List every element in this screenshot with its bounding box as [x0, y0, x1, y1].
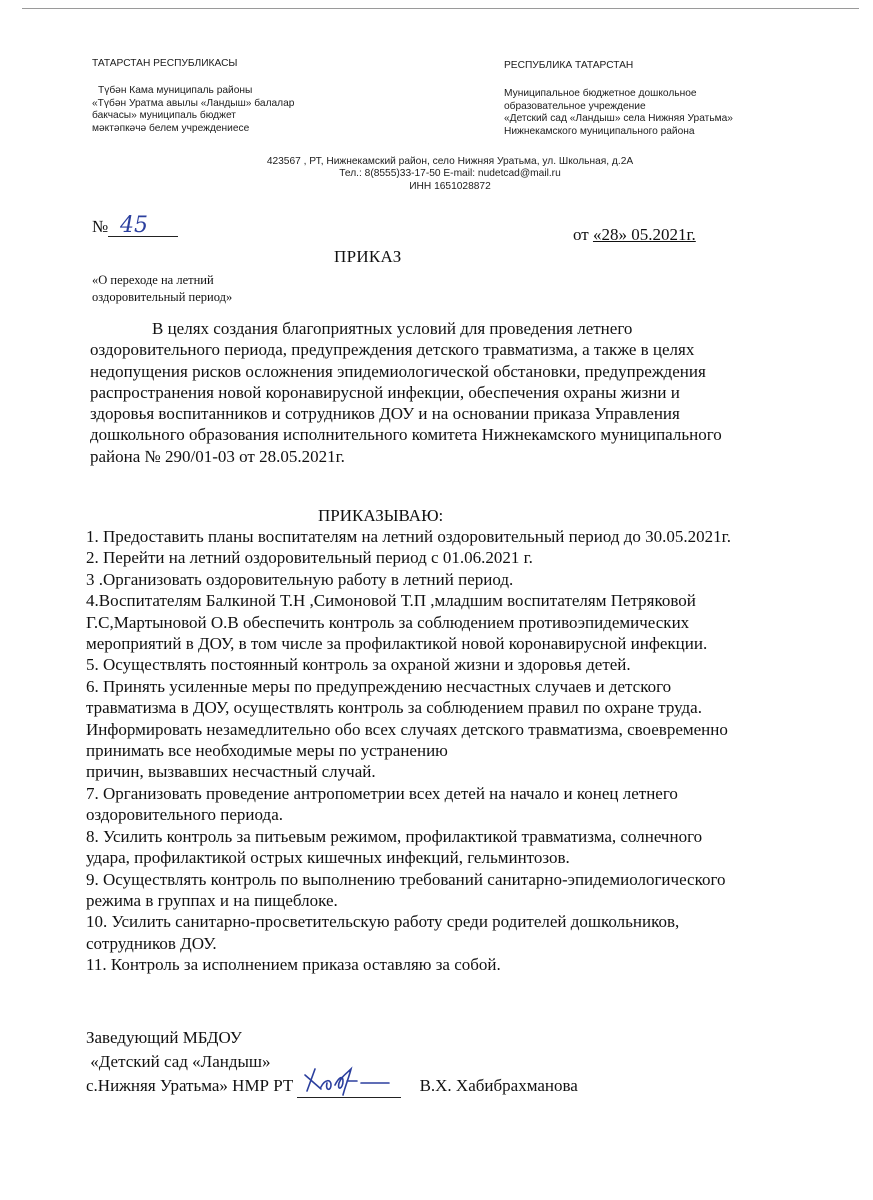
signature-field — [297, 1079, 401, 1098]
list-item: 11. Контроль за исполнением приказа оставляю за собой. — [86, 955, 501, 975]
list-item: режима в группах и на пищеблоке. — [86, 890, 338, 910]
preamble-line: В целях создания благоприятных условий для проведения летнего — [152, 319, 633, 338]
header-left-line: «Түбән Уратма авылы «Ландыш» балалар — [92, 97, 295, 109]
signature-final-row — [86, 1074, 578, 1098]
header-right-block — [504, 60, 733, 138]
date-value: «28» 05.2021г. — [592, 225, 696, 244]
preamble-line: недопущения рисков осложнения эпидемиологической обстановки, предупреждения — [90, 361, 706, 381]
inn-line: ИНН 1651028872 — [409, 180, 491, 192]
signature-line: Заведующий МБДОУ — [86, 1028, 242, 1047]
header-right-line: образовательное учреждение — [504, 100, 646, 112]
list-item: 7. Организовать проведение антропометрии всех детей на начало и конец летнего — [86, 783, 678, 803]
header-right-line: Нижнекамского муниципального района — [504, 125, 695, 137]
date-prefix: от — [573, 225, 589, 244]
header-left-line: Түбән Кама муниципаль районы — [98, 85, 253, 97]
header-left-line: мәктәпкәчә белем учреждениесе — [92, 122, 250, 134]
order-word: ПРИКАЗЫВАЮ: — [318, 506, 444, 525]
list-item: причин, вызвавших несчастный случай. — [86, 762, 376, 782]
list-item: 4.Воспитателям Балкиной Т.Н ,Симоновой Т.П ,младшим воспитателям Петряковой — [86, 591, 696, 611]
list-item: 9. Осуществлять контроль по выполнению требований санитарно-эпидемиологического — [86, 869, 726, 889]
list-item: принимать все необходимые меры по устранению — [86, 741, 448, 761]
header-right-line: Муниципальное бюджетное дошкольное — [504, 88, 697, 100]
number-sign: № — [92, 217, 109, 236]
list-item: оздоровительного периода. — [86, 805, 283, 825]
list-item: 3 .Организовать оздоровительную работу в летний период. — [86, 569, 514, 589]
list-item: 1. Предоставить планы воспитателям на летний оздоровительный период до 30.05.2021г. — [86, 527, 731, 546]
preamble-line: района № 290/01-03 от 28.05.2021г. — [90, 446, 345, 466]
header-right-republic: РЕСПУБЛИКА ТАТАРСТАН — [504, 60, 634, 71]
contacts-line: Тел.: 8(8555)33-17-50 E-mail: nudetcad@mail.ru — [339, 168, 561, 180]
preamble-line: оздоровительного периода, предупреждения детского травматизма, а также в целях — [90, 340, 695, 360]
handwritten-number-icon — [116, 210, 176, 240]
preamble-line: распространения новой коронавирусной инфекции, обеспечения охраны жизни и — [90, 382, 680, 402]
list-item: мероприятий в ДОУ, в том числе за профилактикой новой коронавирусной инфекции. — [86, 634, 708, 654]
subject-line: «О переходе на летний — [92, 273, 214, 287]
address-line: 423567 , РТ, Нижнекамский район, село Нижняя Уратьма, ул. Школьная, д.2А — [266, 156, 634, 167]
list-item: 10. Усилить санитарно-просветительскую работу среди родителей дошкольников, — [86, 912, 680, 932]
order-date — [573, 225, 696, 245]
order-number-row — [92, 213, 178, 238]
list-item: 8. Усилить контроль за питьевым режимом, профилактикой травматизма, солнечного — [86, 826, 703, 846]
signature-line: «Детский сад «Ландыш» — [86, 1052, 271, 1071]
list-item: 5. Осуществлять постоянный контроль за охраной жизни и здоровья детей. — [86, 655, 631, 675]
list-item: 6. Принять усиленные меры по предупреждению несчастных случаев и детского — [86, 676, 672, 696]
order-items-list — [86, 526, 834, 976]
handwritten-number: 45 — [120, 213, 149, 238]
handwritten-signature-icon — [299, 1061, 399, 1097]
list-item: Г.С,Мартыновой О.В обеспечить контроль за соблюдением противоэпидемических — [86, 612, 690, 632]
list-item: 2. Перейти на летний оздоровительный период с 01.06.2021 г. — [86, 548, 533, 568]
director-name: В.Х. Хабибрахманова — [419, 1076, 578, 1095]
header-left-republic: ТАТАРСТАН РЕСПУБЛИКАСЫ — [92, 58, 238, 69]
document-title: ПРИКАЗ — [334, 247, 402, 266]
signature-line: с.Нижняя Уратьма» НМР РТ — [86, 1076, 294, 1095]
order-number-field — [108, 213, 178, 238]
list-item: удара, профилактикой острых кишечных инфекций, гельминтозов. — [86, 848, 570, 868]
address-block — [180, 156, 720, 193]
preamble-paragraph — [90, 318, 825, 467]
subject-line: оздоровительный период» — [92, 290, 233, 304]
order-subject — [92, 272, 232, 306]
top-border-line — [22, 8, 859, 9]
list-item: травматизма в ДОУ, осуществлять контроль за соблюдением правил по охране труда. — [86, 698, 702, 718]
preamble-line: здоровья воспитанников и сотрудников ДОУ и на основании приказа Управления — [90, 404, 680, 424]
signature-block — [86, 1026, 578, 1098]
preamble-line: дошкольного образования исполнительного комитета Нижнекамского муниципального — [90, 425, 722, 445]
list-item: Информировать незамедлительно обо всех случаях детского травматизма, своевременно — [86, 719, 728, 739]
header-right-line: «Детский сад «Ландыш» села Нижняя Уратьма» — [504, 113, 733, 125]
list-item: сотрудников ДОУ. — [86, 933, 217, 953]
header-left-line: бакчасы» муниципаль бюджет — [92, 110, 236, 122]
header-left-block — [92, 58, 294, 135]
